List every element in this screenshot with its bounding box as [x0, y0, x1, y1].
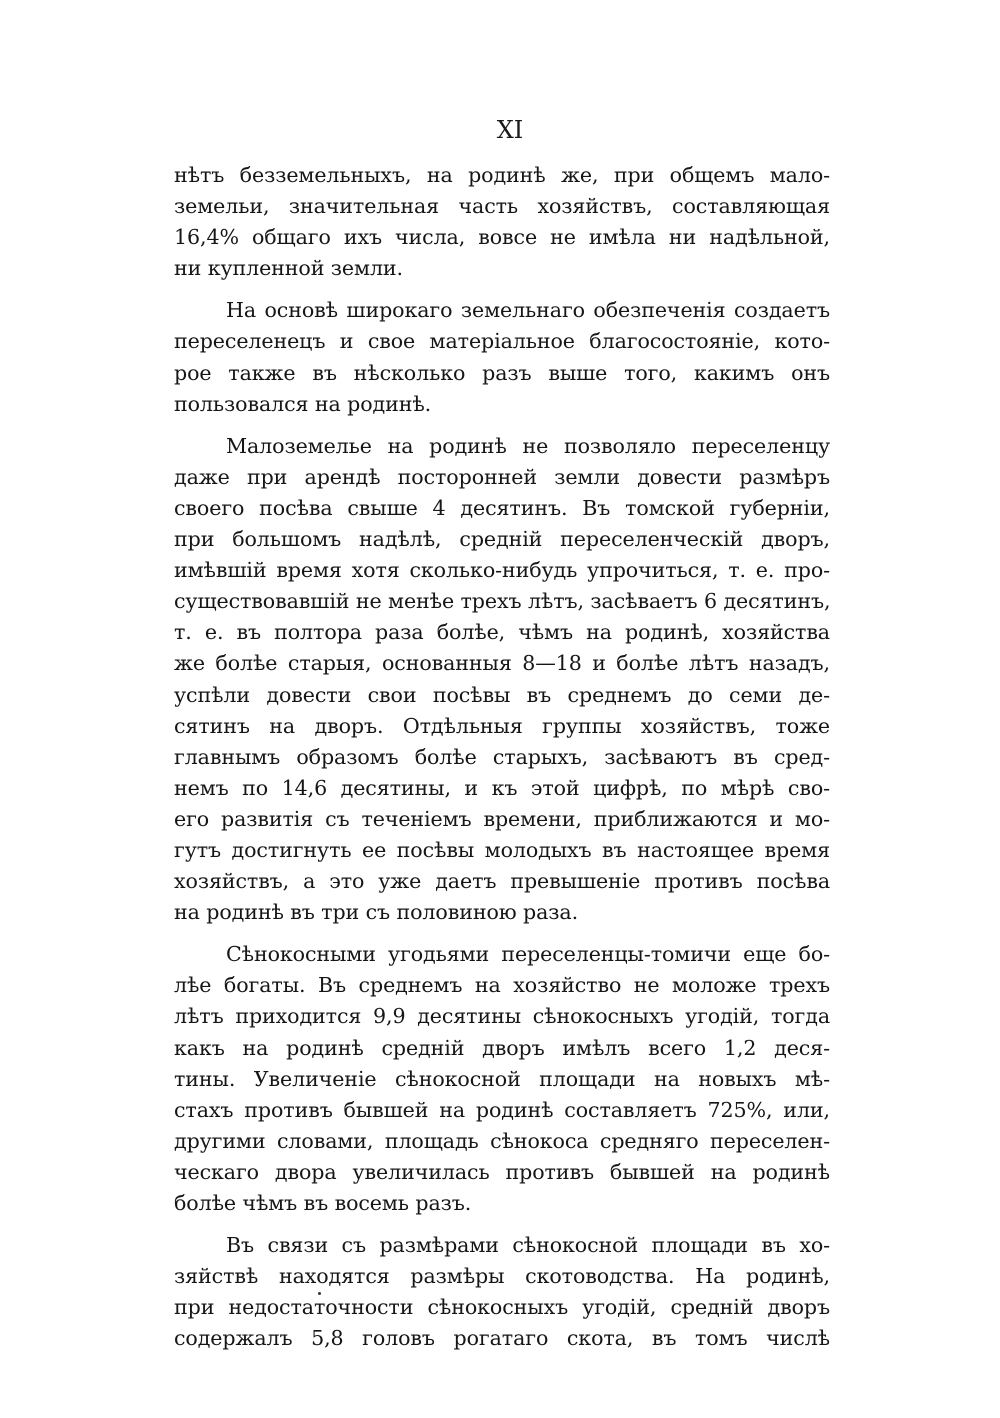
- text-line: стахъ противъ бывшей на родинѣ составляетъ 725%, или,: [174, 1097, 830, 1122]
- text-line: хозяйствъ, а это уже даетъ превышеніе противъ посѣва: [174, 869, 830, 894]
- text-line: даже при арендѣ посторонней земли довести размѣръ: [174, 464, 830, 489]
- paragraph: [174, 295, 830, 419]
- text-line: зяйствѣ находятся размѣры скотоводства. На родинѣ,: [174, 1264, 830, 1289]
- text-line: содержалъ 5,8 головъ рогатаго скота, въ томъ числѣ: [174, 1326, 830, 1351]
- text-line: т. е. въ полтора раза болѣе, чѣмъ на родинѣ, хозяйства: [174, 620, 830, 645]
- text-line: другими словами, площадь сѣнокоса средняго переселен-: [174, 1128, 830, 1153]
- print-speck: [318, 1292, 321, 1295]
- page-number: XI: [496, 116, 524, 144]
- text-line: болѣе чѣмъ въ восемь разъ.: [174, 1191, 472, 1215]
- text-line: главнымъ образомъ болѣе старыхъ, засѣваютъ въ сред-: [174, 744, 830, 769]
- paragraph: [174, 939, 830, 1219]
- text-line: ческаго двора увеличилась противъ бывшей на родинѣ: [174, 1159, 830, 1184]
- text-line: На основѣ широкаго земельнаго обезпеченія создаетъ: [226, 298, 830, 323]
- paragraph: [174, 160, 830, 284]
- text-line: на родинѣ въ три съ половиною раза.: [174, 900, 579, 925]
- text-line: ни купленной земли.: [174, 256, 403, 281]
- text-line: лѣтъ приходится 9,9 десятины сѣнокосныхъ угодій, тогда: [174, 1004, 830, 1029]
- text-line: существовавшій не менѣе трехъ лѣтъ, засѣваетъ 6 десятинъ,: [174, 589, 831, 614]
- text-line: Малоземелье на родинѣ не позволяло переселенцу: [226, 433, 830, 458]
- text-line: же болѣе старыя, основанныя 8—18 и болѣе лѣтъ назадъ,: [174, 651, 830, 676]
- text-line: какъ на родинѣ средній дворъ имѣлъ всего 1,2 деся-: [174, 1035, 830, 1060]
- body-text: [174, 160, 830, 1365]
- text-line: пользовался на родинѣ.: [174, 391, 432, 416]
- text-line: его развитія съ теченіемъ времени, приближаются и мо-: [174, 806, 830, 831]
- text-line: тины. Увеличеніе сѣнокосной площади на новыхъ мѣ-: [174, 1066, 830, 1091]
- text-line: Въ связи съ размѣрами сѣнокосной площади въ хо-: [226, 1233, 830, 1258]
- text-line: гутъ достигнуть ее посѣвы молодыхъ въ настоящее время: [174, 837, 830, 862]
- text-line: 16,4% общаго ихъ числа, вовсе не имѣла ни надѣльной,: [174, 225, 830, 250]
- text-line: сятинъ на дворъ. Отдѣльныя группы хозяйствъ, тоже: [174, 713, 830, 738]
- text-line: при большомъ надѣлѣ, средній переселенческій дворъ,: [174, 527, 830, 552]
- paragraph: [174, 431, 830, 929]
- text-line: переселенецъ и свое матеріальное благосостояніе, кото-: [174, 329, 830, 354]
- text-line: успѣли довести свои посѣвы въ среднемъ до семи де-: [174, 682, 830, 707]
- text-line: при недостаточности сѣнокосныхъ угодій, средній дворъ: [174, 1295, 830, 1320]
- text-line: Сѣнокосными угодьями переселенцы-томичи еще бо-: [226, 942, 830, 967]
- text-line: немъ по 14,6 десятины, и къ этой цифрѣ, по мѣрѣ сво-: [174, 775, 830, 800]
- text-line: нѣтъ безземельныхъ, на родинѣ же, при общемъ мало-: [174, 163, 830, 187]
- paragraph: [174, 1230, 830, 1354]
- text-line: рое также въ нѣсколько разъ выше того, какимъ онъ: [174, 360, 830, 385]
- text-line: имѣвшій время хотя сколько-нибудь упрочиться, т. е. про-: [174, 558, 830, 583]
- text-line: лѣе богаты. Въ среднемъ на хозяйство не моложе трехъ: [174, 973, 830, 998]
- text-line: своего посѣва свыше 4 десятинъ. Въ томской губерніи,: [174, 495, 830, 520]
- text-line: земельи, значительная часть хозяйствъ, составляющая: [174, 194, 830, 219]
